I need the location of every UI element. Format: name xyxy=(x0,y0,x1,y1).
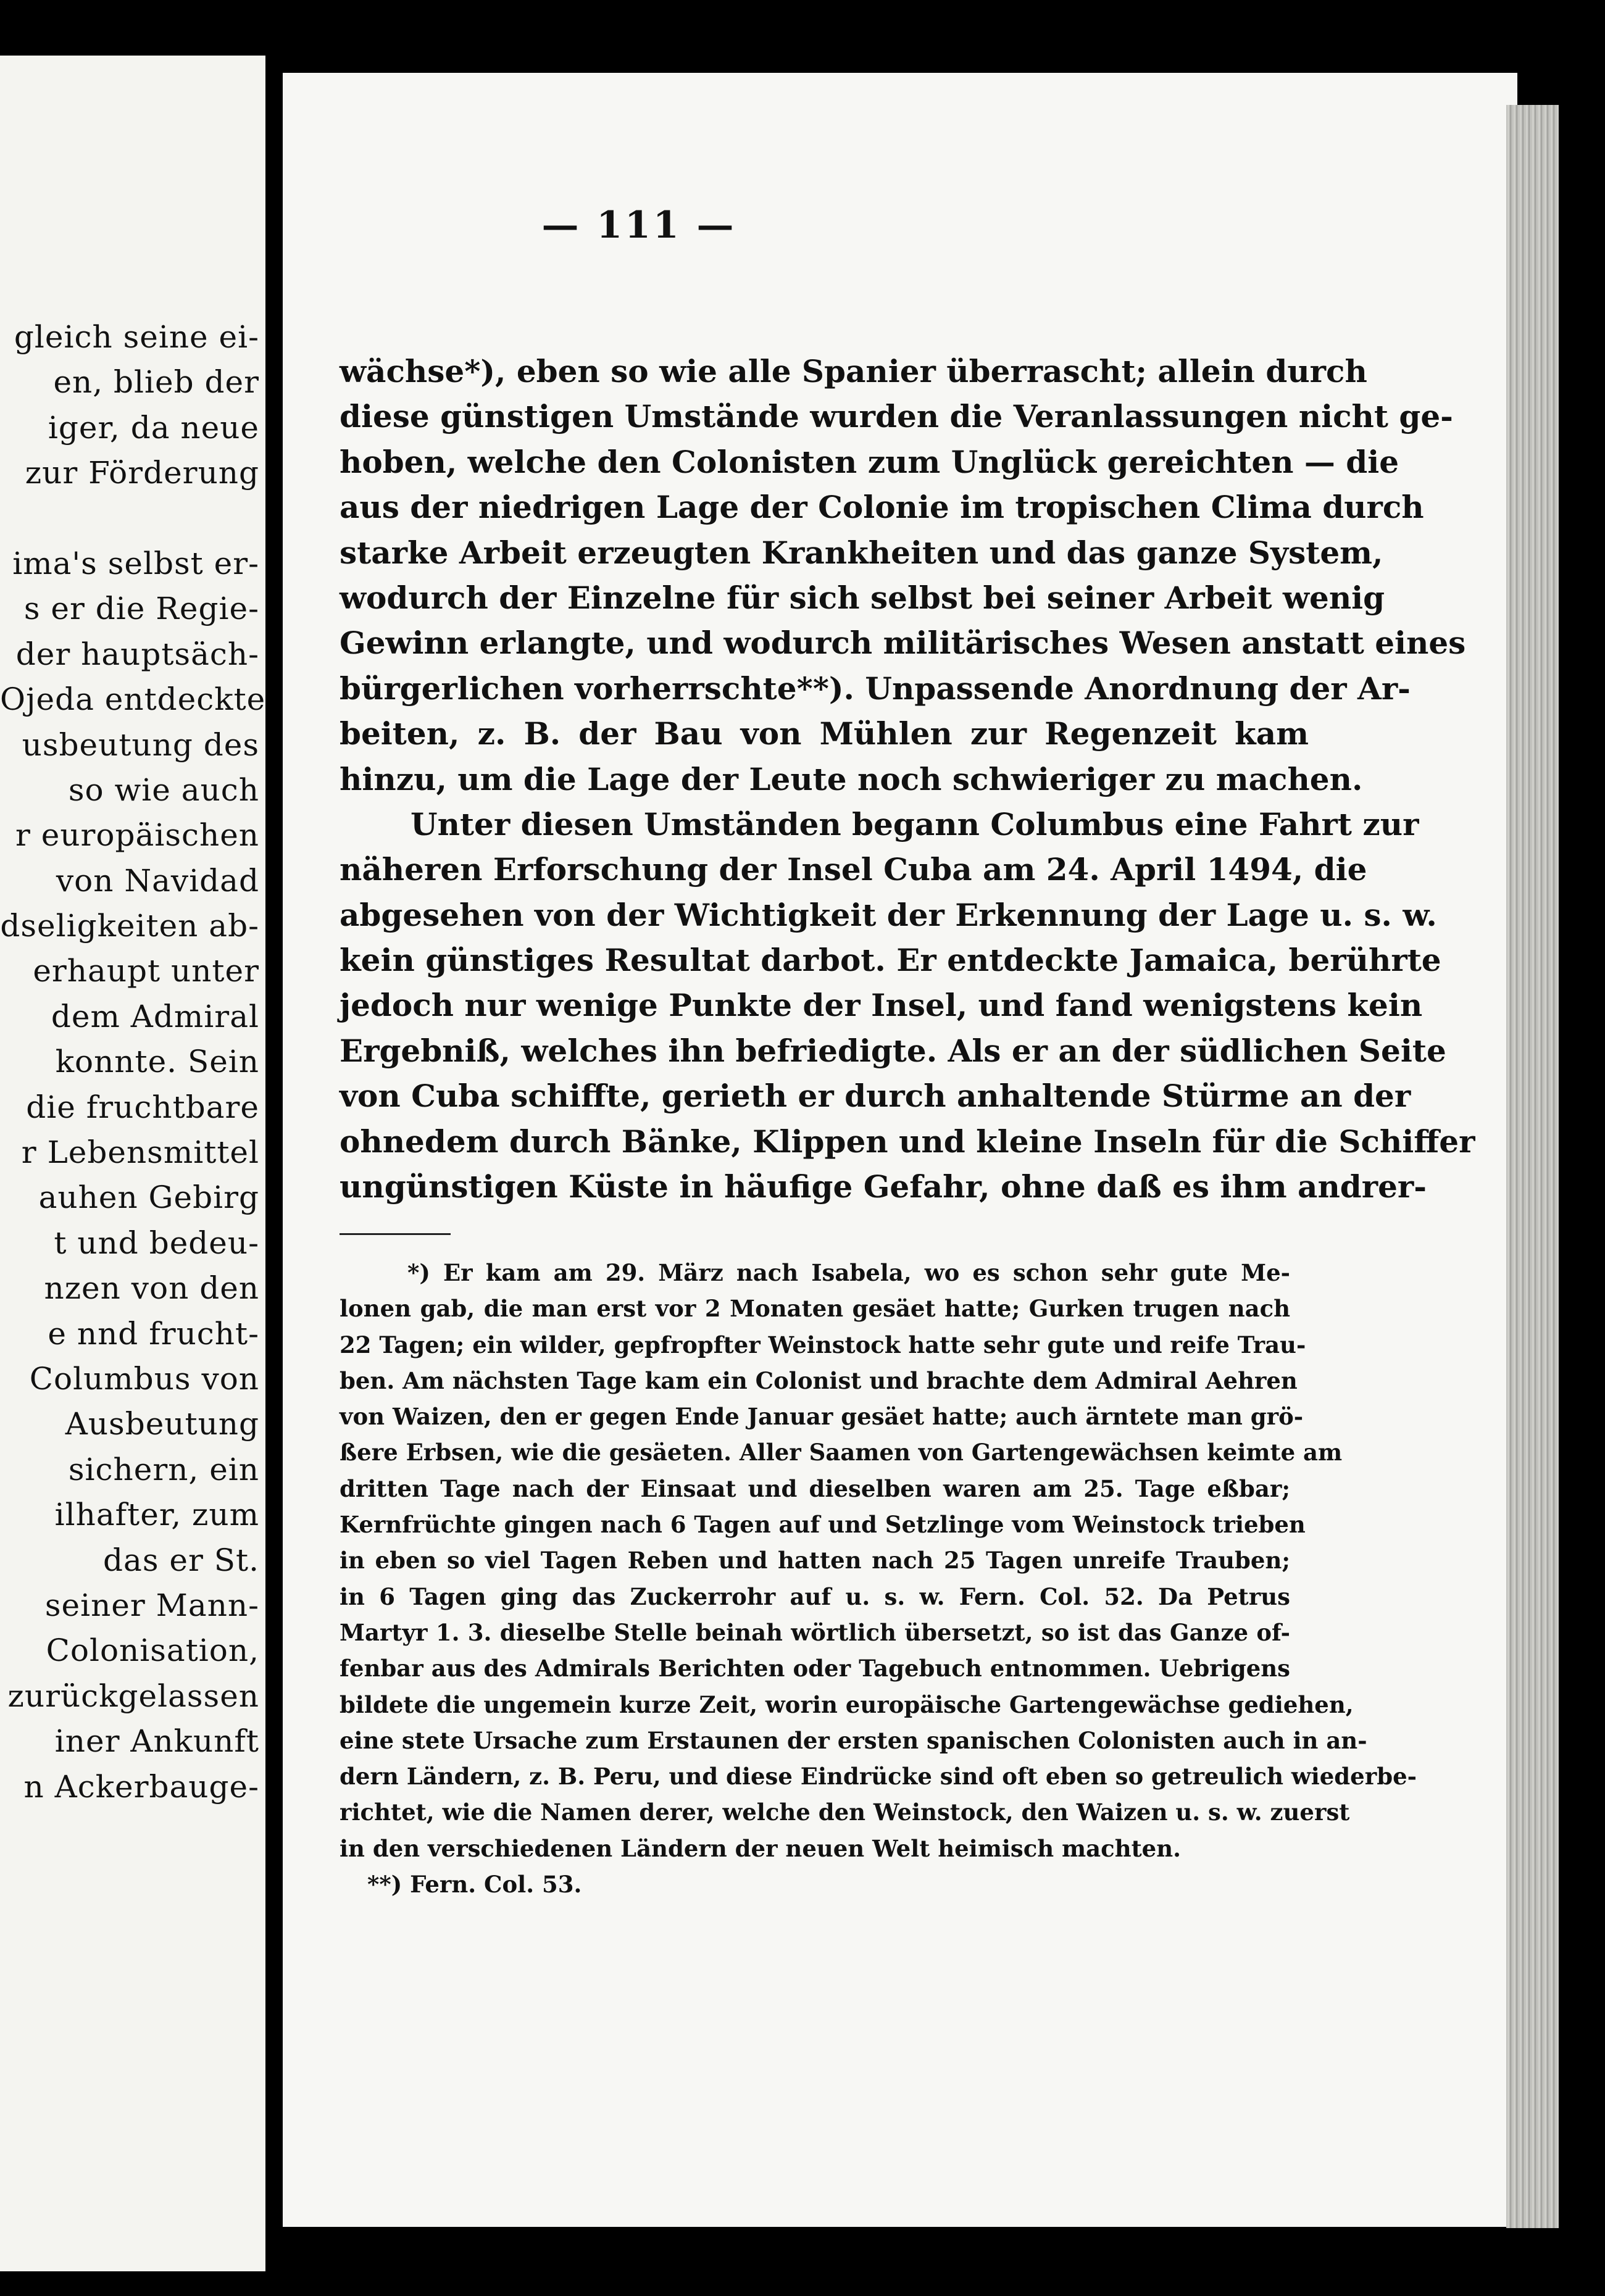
footnote-line: in eben so viel Tagen Reben und hatten nach 25 Tagen unreife Trauben; xyxy=(340,1547,1290,1574)
left-page xyxy=(0,56,265,2271)
left-page-line: iner Ankunft xyxy=(54,1723,259,1760)
footnote-line: eine stete Ursache zum Erstaunen der ersten spanischen Colonisten auch in an- xyxy=(340,1726,1367,1754)
left-page-line: konnte. Sein xyxy=(55,1044,259,1080)
footnote-line: Kernfrüchte gingen nach 6 Tagen auf und Setzlinge vom Weinstock trieben xyxy=(340,1511,1306,1539)
page-number: — 111 — xyxy=(541,204,736,247)
left-page-line: Ojeda entdeckte xyxy=(0,681,266,718)
footnote-line: fenbar aus des Admirals Berichten oder Tagebuch entnommen. Uebrigens xyxy=(340,1655,1290,1682)
left-page-line: zurückgelassen xyxy=(7,1678,259,1714)
footnote-line: ben. Am nächsten Tage kam ein Colonist und brachte dem Admiral Aehren xyxy=(340,1366,1298,1394)
left-page-line: ilhafter, zum xyxy=(54,1497,259,1533)
left-page-line: e nnd frucht- xyxy=(48,1315,259,1352)
left-page-line: r Lebensmittel xyxy=(21,1134,259,1171)
footnote-line: *) Er kam am 29. März nach Isabela, wo es schon sehr gute Me- xyxy=(407,1259,1290,1286)
body-line: ungünstigen Küste in häufige Gefahr, ohne daß es ihm andrer- xyxy=(340,1168,1427,1205)
footnote-line: bildete die ungemein kurze Zeit, worin europäische Gartengewächse gediehen, xyxy=(340,1691,1354,1718)
body-line: Gewinn erlangte, und wodurch militärisches Wesen anstatt eines xyxy=(340,625,1466,662)
left-page-line: seiner Mann- xyxy=(44,1587,259,1623)
footnote-line: von Waizen, den er gegen Ende Januar gesäet hatte; auch ärntete man grö- xyxy=(340,1403,1304,1431)
body-text xyxy=(340,349,1475,1209)
left-page-text xyxy=(0,315,266,1810)
body-line: aus der niedrigen Lage der Colonie im tropischen Clima durch xyxy=(340,489,1424,526)
left-page-line: en, blieb der xyxy=(53,364,259,401)
body-line: abgesehen von der Wichtigkeit der Erkennung der Lage u. s. w. xyxy=(340,896,1437,933)
body-line: wodurch der Einzelne für sich selbst bei seiner Arbeit wenig xyxy=(340,579,1385,616)
left-page-line: zur Förderung xyxy=(25,455,259,491)
left-page-line: r europäischen xyxy=(15,817,259,854)
footnote-line: in den verschiedenen Ländern der neuen Welt heimisch machten. xyxy=(340,1834,1182,1862)
footnote-rule xyxy=(340,1233,451,1235)
body-line: jedoch nur wenige Punkte der Insel, und fand wenigstens kein xyxy=(340,987,1423,1024)
left-page-line: ima's selbst er- xyxy=(12,545,259,581)
left-page-line: der hauptsäch- xyxy=(15,636,259,672)
left-page-line: gleich seine ei- xyxy=(14,319,259,355)
footnotes xyxy=(340,1255,1417,1902)
body-line: kein günstiges Resultat darbot. Er entdeckte Jamaica, berührte xyxy=(340,942,1441,979)
footnote-line: 22 Tagen; ein wilder, gepfropfter Weinstock hatte sehr gute und reife Trau- xyxy=(340,1331,1306,1358)
body-line: Ergebniß, welches ihn befriedigte. Als er an der südlichen Seite xyxy=(340,1032,1446,1069)
left-page-line: iger, da neue xyxy=(48,409,259,446)
body-line: ohnedem durch Bänke, Klippen und kleine Inseln für die Schiffer xyxy=(340,1123,1475,1160)
left-page-line: so wie auch xyxy=(68,772,259,808)
footnote-line: dritten Tage nach der Einsaat und dieselben waren am 25. Tage eßbar; xyxy=(340,1475,1290,1502)
left-page-line: die fruchtbare xyxy=(26,1089,259,1125)
left-page-line xyxy=(0,496,259,541)
left-page-line: nzen von den xyxy=(44,1270,259,1307)
left-page-line: Columbus von xyxy=(29,1360,259,1397)
footnote-line: ßere Erbsen, wie die gesäeten. Aller Saamen von Gartengewächsen keimte am xyxy=(340,1439,1343,1466)
footnote-line: richtet, wie die Namen derer, welche den Weinstock, den Waizen u. s. w. zuerst xyxy=(340,1799,1350,1826)
left-page-line: auhen Gebirg xyxy=(38,1179,259,1216)
left-page-line: von Navidad xyxy=(56,862,259,899)
left-page-line: s er die Regie- xyxy=(23,591,259,627)
footnote-line: Martyr 1. 3. dieselbe Stelle beinah wörtlich übersetzt, so ist das Ganze of- xyxy=(340,1618,1290,1646)
left-page-line: dem Admiral xyxy=(51,998,259,1034)
body-line: hinzu, um die Lage der Leute noch schwieriger zu machen. xyxy=(340,760,1363,797)
left-page-line: das er St. xyxy=(103,1542,259,1578)
footnote-line: in 6 Tagen ging das Zuckerrohr auf u. s. w. Fern. Col. 52. Da Petrus xyxy=(340,1583,1290,1610)
body-line: näheren Erforschung der Insel Cuba am 24. April 1494, die xyxy=(340,851,1367,888)
footnote-line: lonen gab, die man erst vor 2 Monaten gesäet hatte; Gurken trugen nach xyxy=(340,1295,1290,1323)
body-line: beiten, z. B. der Bau von Mühlen zur Regenzeit kam xyxy=(340,715,1309,752)
body-line: bürgerlichen vorherrschte**). Unpassende Anordnung der Ar- xyxy=(340,670,1411,707)
body-line: starke Arbeit erzeugten Krankheiten und das ganze System, xyxy=(340,534,1383,571)
left-page-line: t und bedeu- xyxy=(54,1225,259,1261)
body-line: Unter diesen Umständen begann Columbus eine Fahrt zur xyxy=(411,805,1419,842)
left-page-line: dseligkeiten ab- xyxy=(0,908,259,944)
left-page-line: erhaupt unter xyxy=(33,953,259,989)
body-line: diese günstigen Umstände wurden die Veranlassungen nicht ge- xyxy=(340,398,1453,435)
left-page-line: n Ackerbauge- xyxy=(23,1768,259,1805)
footnote-line: dern Ländern, z. B. Peru, und diese Eindrücke sind oft eben so getreulich wiederbe- xyxy=(340,1763,1417,1791)
body-line: von Cuba schiffte, gerieth er durch anhaltende Stürme an der xyxy=(340,1078,1411,1115)
body-line: hoben, welche den Colonisten zum Unglück gereichten — die xyxy=(340,443,1399,480)
left-page-line: Colonisation, xyxy=(46,1633,259,1669)
footnote-line: **) Fern. Col. 53. xyxy=(367,1871,582,1899)
left-page-line: usbeutung des xyxy=(22,726,259,763)
left-page-line: sichern, ein xyxy=(68,1451,259,1487)
body-line: wächse*), eben so wie alle Spanier überrascht; allein durch xyxy=(340,353,1367,389)
page-edge xyxy=(1506,105,1559,2228)
left-page-line: Ausbeutung xyxy=(65,1406,259,1442)
